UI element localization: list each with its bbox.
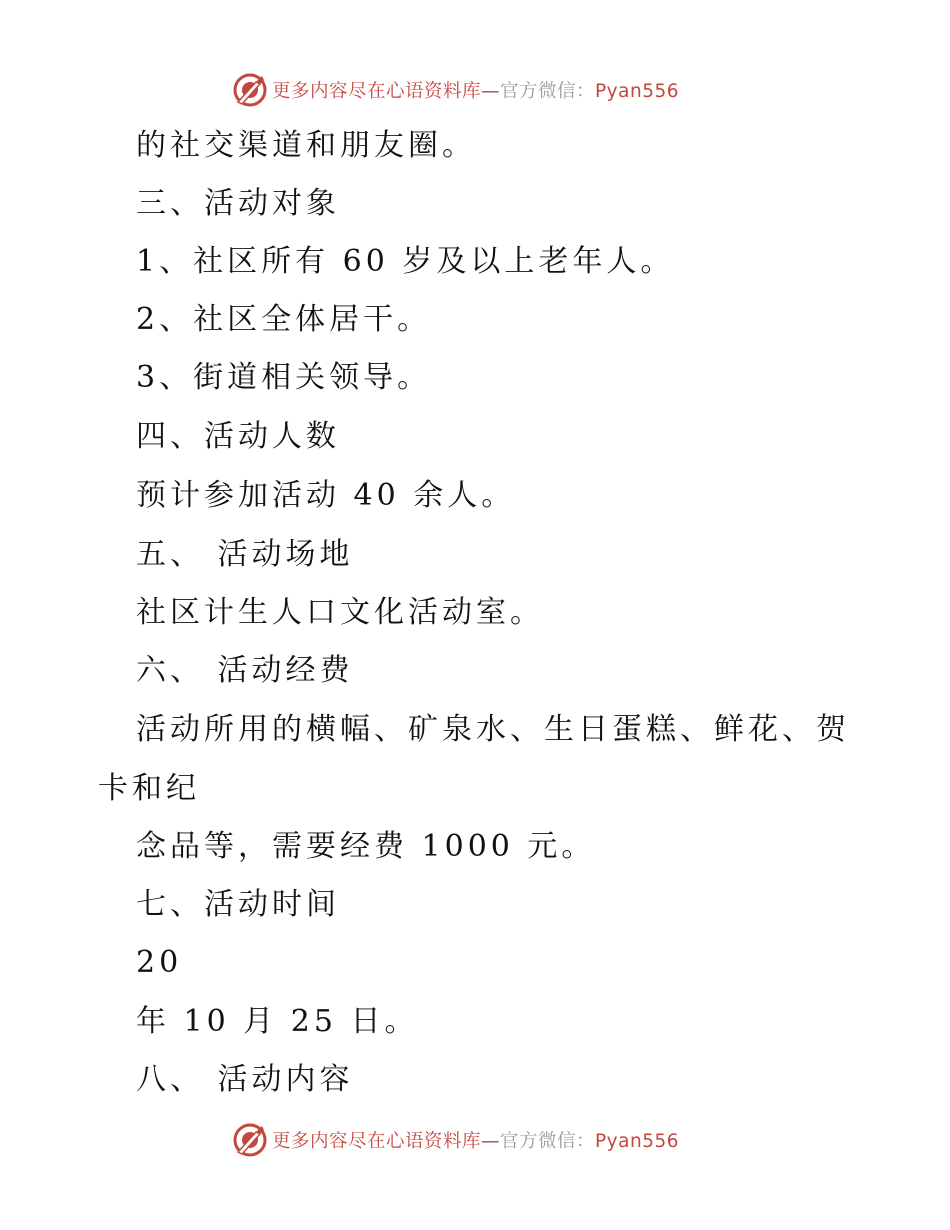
body-line: 活动所用的横幅、矿泉水、生日蛋糕、鲜花、贺 xyxy=(136,712,850,747)
body-line: 2、社区全体居干。 xyxy=(136,302,432,337)
body-line: 1、社区所有 60 岁及以上老年人。 xyxy=(136,244,675,279)
body-line: 念品等，需要经费 1000 元。 xyxy=(136,829,596,864)
header-banner-wechat-id: Pyan556 xyxy=(595,81,680,102)
footer-banner xyxy=(232,1120,679,1160)
body-line: 社区计生人口文化活动室。 xyxy=(136,595,544,630)
body-line: 卡和纪 xyxy=(98,771,200,806)
footer-banner-separator: — xyxy=(481,1131,501,1152)
section-heading: 八、 活动内容 xyxy=(136,1062,354,1097)
body-line: 20 xyxy=(136,945,183,980)
section-heading: 四、活动人数 xyxy=(136,419,340,454)
header-banner-main: 更多内容尽在心语资料库 xyxy=(272,81,482,102)
section-heading: 七、活动时间 xyxy=(136,887,340,922)
body-line: 的社交渠道和朋友圈。 xyxy=(136,128,476,163)
section-heading: 三、活动对象 xyxy=(136,186,340,221)
header-banner-text xyxy=(272,77,679,103)
section-heading: 六、 活动经费 xyxy=(136,653,354,688)
header-banner-separator: — xyxy=(481,81,501,102)
body-line: 年 10 月 25 日。 xyxy=(136,1004,419,1039)
section-heading: 五、 活动场地 xyxy=(136,537,354,572)
pen-logo-icon xyxy=(232,72,268,108)
pen-logo-icon xyxy=(232,1122,268,1158)
footer-banner-wechat-id: Pyan556 xyxy=(595,1131,680,1152)
header-banner xyxy=(232,70,679,110)
footer-banner-text xyxy=(272,1127,679,1153)
footer-banner-official: 官方微信： xyxy=(500,1131,596,1152)
header-banner-official: 官方微信： xyxy=(500,81,596,102)
body-line: 预计参加活动 40 余人。 xyxy=(136,478,516,513)
footer-banner-main: 更多内容尽在心语资料库 xyxy=(272,1131,482,1152)
body-line: 3、街道相关领导。 xyxy=(136,360,432,395)
